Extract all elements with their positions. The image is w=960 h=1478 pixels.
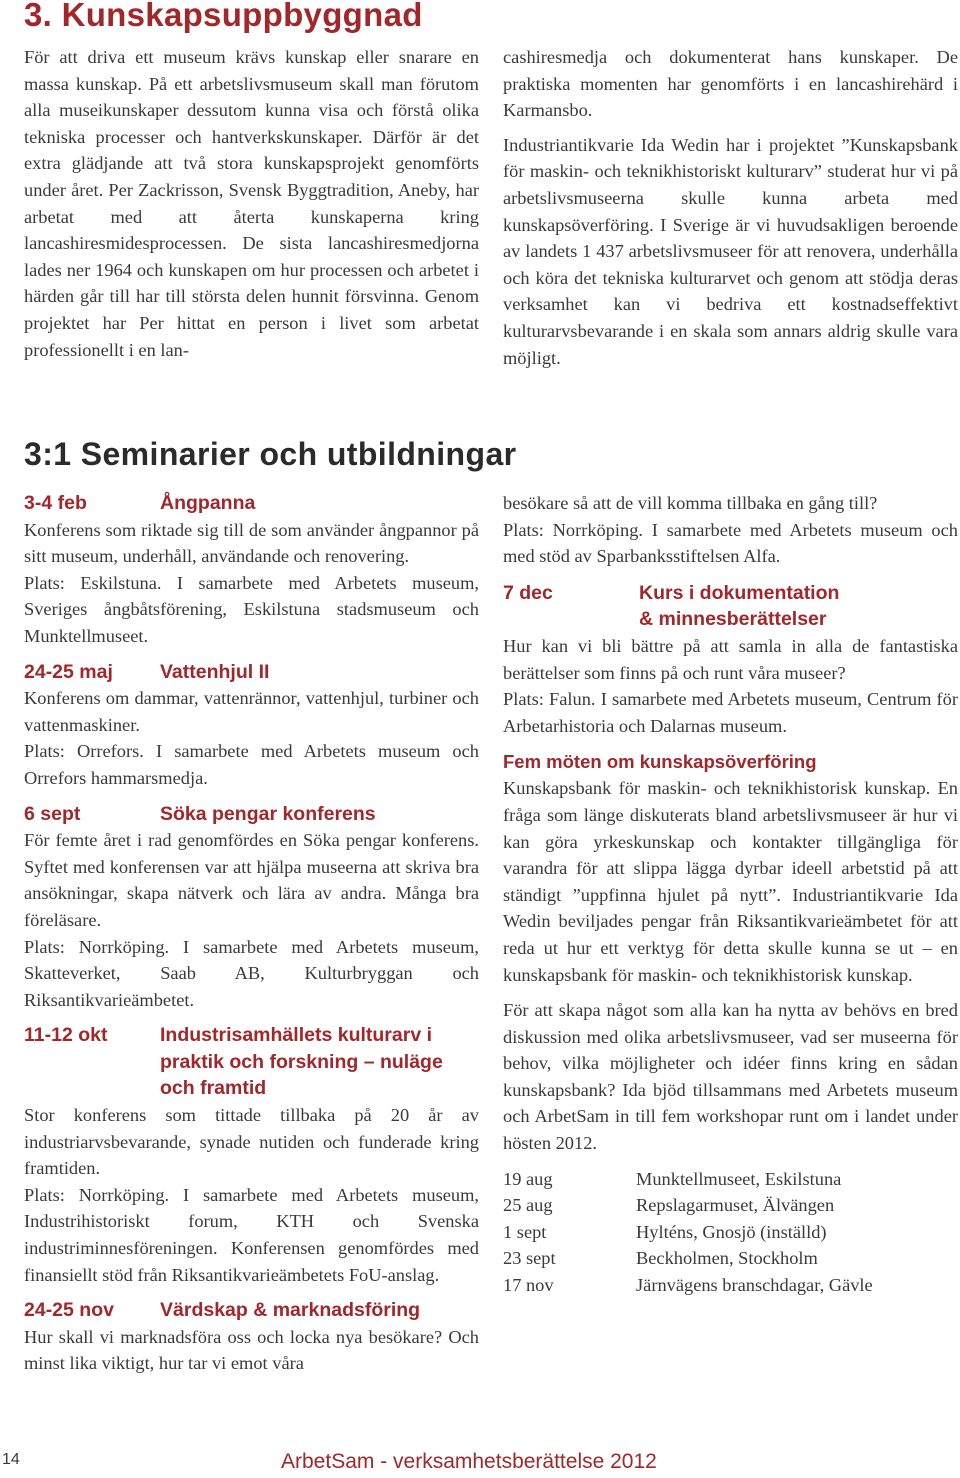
event-date: 3-4 feb [24, 492, 87, 514]
meetings-block [503, 749, 958, 1298]
page-number: 14 [2, 1451, 20, 1468]
schedule-place: Hylténs, Gnosjö (inställd) [636, 1221, 827, 1242]
event-date: 7 dec [503, 581, 553, 604]
schedule-row [503, 1272, 958, 1299]
event-date: 24-25 maj [24, 660, 113, 683]
schedule-place: Järnvägens branschdagar, Gävle [636, 1275, 873, 1296]
schedule-date: 1 sept [503, 1221, 547, 1242]
meetings-schedule [503, 1166, 958, 1299]
schedule-row [503, 1192, 958, 1219]
event [24, 490, 479, 650]
intro-paragraph: För att driva ett museum krävs kunskap eller snarare en massa kunskap. På ett arbetslivsmuseum skall man förutom alla museikunskaper dessutom kunna visa och förstå olika tekniska processer och hantverkskunskaper. Därför är det extra glädjande att två stora kunskapsprojekt genomförts under året. Per Zackrisson, Svensk Byggtradition, Aneby, har arbetat med att återta kunskaperna kring lancashiresmidesprocessen. De sista lancashiresmedjorna lades ner 1964 och kunskapen om hur processen och arbetet i härden går till har till största delen hunnit försvinna. Genom projektet har Per hittat en person i livet som arbetat professionellt i en lan- [24, 47, 479, 360]
section-title: 3. Kunskapsuppbyggnad [24, 0, 423, 33]
intro-paragraph: cashiresmedja och dokumenterat hans kunskaper. De praktiska momenten har genomförts i en lancashirehärd i Karmansbo. [503, 47, 958, 121]
meetings-paragraph: Kunskapsbank för maskin- och teknikhistorisk kunskap. En fråga som länge diskuterats bland arbetslivsmuseer är hur vi kan göra yrkeskunskap och kontakter tillgängliga för varandra för att slippa lägga dyrbar ideell arbetstid på att ständigt ”uppfinna hjulet på nytt”. Industriantikvarie Ida Wedin beviljades pengar från Riksantikvarieämbetet för att reda ut hur ett verktyg för detta skulle kunna se ut – en kunskapsbank för maskin- och teknikhistorisk kunskap. [503, 778, 958, 985]
event-description: Hur skall vi marknadsföra oss och locka nya besökare? Och minst lika viktigt, hur tar vi emot våra [24, 1326, 479, 1374]
intro-left-column [24, 44, 479, 363]
event-description: Konferens om dammar, vattenrännor, vattenhjul, turbiner och vattenmaskiner. [24, 688, 479, 735]
event-continuation: besökare så att de vill komma tillbaka en gång till? [503, 493, 878, 513]
schedule-place: Repslagarmuset, Älvängen [636, 1195, 835, 1216]
event-location: Plats: Norrköping. I samarbete med Arbetets museum och med stöd av Sparbanksstiftelsen Alfa. [503, 519, 958, 567]
event-location: Plats: Eskilstuna. I samarbete med Arbetets museum, Sveriges ångbåtsförening, Eskilstuna stadsmuseum och Munktellmuseet. [24, 572, 479, 646]
event-description: För femte året i rad genomfördes en Söka pengar konferens. Syftet med konferensen var att hjälpa museerna att skriva bra ansökningar, skapa nätverk och lära av andra. Många bra föreläsare. [24, 830, 479, 930]
event-date: 24-25 nov [24, 1299, 114, 1322]
schedule-row [503, 1245, 958, 1272]
subsection-title: 3:1 Seminarier och utbildningar [24, 436, 517, 472]
event [24, 1022, 479, 1288]
event-date: 6 sept [24, 802, 81, 825]
event-title-line: & minnesberättelser [639, 608, 827, 631]
schedule-row [503, 1166, 958, 1193]
meetings-title: Fem möten om kunskapsöverföring [503, 751, 817, 773]
schedule-place: Munktellmuseet, Eskilstuna [636, 1168, 842, 1189]
schedule-place: Beckholmen, Stockholm [636, 1248, 818, 1269]
footer-text: ArbetSam - verksamhetsberättelse 2012 [281, 1450, 657, 1473]
event [503, 580, 958, 740]
event-description: Stor konferens som tittade tillbaka på 20 år av industriarvsbevarande, synade nutiden och funderade kring framtiden. [24, 1105, 479, 1179]
event [24, 801, 479, 1014]
event-location: Plats: Falun. I samarbete med Arbetets museum, Centrum för Arbetarhistoria och Dalarnas museum. [503, 689, 958, 736]
event-title: Vattenhjul II [160, 660, 270, 683]
intro-right-column [503, 44, 958, 371]
event-title: Industrisamhällets kulturarv i praktik och forskning – nuläge och framtid [160, 1024, 443, 1100]
events-left-column [24, 490, 479, 1377]
event-date: 11-12 okt [24, 1024, 108, 1047]
event-description: Hur kan vi bli bättre på att samla in alla de fantastiska berättelser som finns på och runt våra museer? [503, 635, 958, 683]
event-location: Plats: Norrköping. I samarbete med Arbetets museum, Industrihistoriskt forum, KTH och Svenska industriminnesföreningen. Konferensen genomfördes med finansiellt stöd från Riksantikvarieämbetets FoU-anslag. [24, 1184, 479, 1285]
event-title: Söka pengar konferens [160, 802, 376, 825]
event [24, 659, 479, 792]
schedule-date: 19 aug [503, 1168, 553, 1189]
schedule-date: 23 sept [503, 1248, 556, 1269]
event-title: Värdskap & marknadsföring [160, 1299, 421, 1322]
meetings-paragraph: För att skapa något som alla kan ha nytta av behövs en bred diskussion med olika arbetslivsmuseer, vad ser museerna för behov, vilka möjligheter och idéer finns kring en sådan kunskapsbank? Ida bjöd tillsammans med Arbetets museum och ArbetSam in till fem workshopar runt om i landet under hösten 2012. [503, 1000, 958, 1154]
event-location: Plats: Orrefors. I samarbete med Arbetets museum och Orrefors hammarsmedja. [24, 741, 479, 788]
intro-paragraph: Industriantikvarie Ida Wedin har i projektet ”Kunskapsbank för maskin- och teknikhistoriskt kulturarv” studerat hur vi på arbetslivsmuseerna skulle kunna arbeta med kunskapsöverföring. I Sverige är vi huvudsakligen beroende av landets 1 437 arbetslivsmuseer för att renovera, underhålla och köra det tekniska kulturarvet och genom att stödja deras verksamhet kan vi bedriva ett kostnadseffektivt kulturarvsbevarande i en skala som annars aldrig skulle vara möjligt. [503, 134, 958, 368]
event-description: Konferens som riktade sig till de som använder ångpannor på sitt museum, underhåll, användande och renovering. [24, 519, 479, 567]
event-title-line: Kurs i dokumentation [639, 581, 840, 604]
schedule-row [503, 1219, 958, 1246]
event [24, 1297, 479, 1377]
event-location: Plats: Norrköping. I samarbete med Arbetets museum, Skatteverket, Saab AB, Kulturbryggan och Riksantikvarieämbetet. [24, 936, 479, 1010]
event-title [639, 580, 958, 633]
events-right-column [503, 490, 958, 1299]
schedule-date: 25 aug [503, 1195, 553, 1216]
event-title: Ångpanna [160, 492, 256, 514]
schedule-date: 17 nov [503, 1275, 554, 1296]
